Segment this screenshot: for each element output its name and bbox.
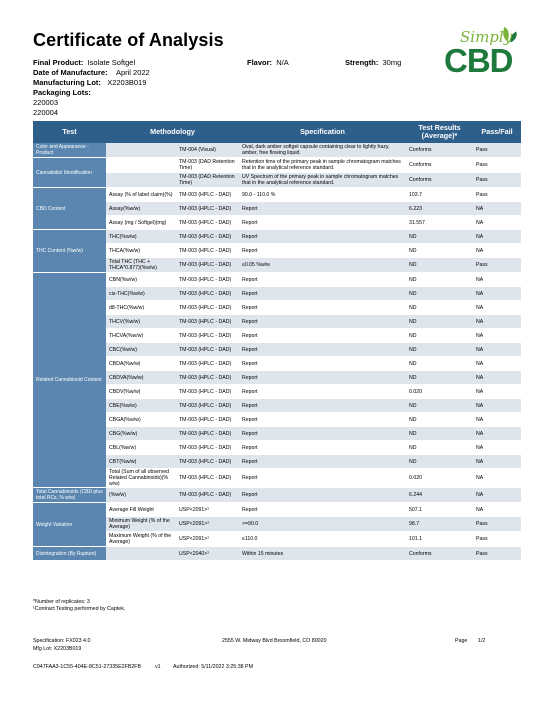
specification-cell: Report [239, 244, 406, 258]
result-cell: ND [406, 441, 473, 455]
logo-script: Simply [460, 28, 513, 46]
specification-cell: Report [239, 488, 406, 503]
mfg-lot-label: Manufacturing Lot: [33, 78, 101, 87]
packaging-label: Packaging Lots: [33, 88, 91, 97]
specification-cell: Report [239, 329, 406, 343]
table-row [33, 503, 521, 517]
sub-test-cell: THCA(%w/w) [106, 244, 176, 258]
pass-fail-cell: Pass [473, 173, 521, 188]
strength-label: Strength: [345, 58, 379, 67]
manufacture-label: Date of Manufacture: [33, 68, 108, 77]
methodology-cell: TM-003 (HPLC - DAD) [176, 258, 239, 273]
result-cell: ND [406, 427, 473, 441]
pass-fail-cell: NA [473, 469, 521, 488]
pass-fail-cell: Pass [473, 158, 521, 173]
methodology-cell: TM-003 (HPLC - DAD) [176, 273, 239, 287]
specification-cell: ≤110.0 [239, 532, 406, 547]
table-row [33, 427, 521, 441]
specification-cell: Report [239, 469, 406, 488]
specification-cell: Report [239, 357, 406, 371]
pass-fail-cell: Pass [473, 532, 521, 547]
methodology-cell: TM-003 (HPLC - DAD) [176, 399, 239, 413]
sub-test-cell: d8-THC(%w/w) [106, 301, 176, 315]
methodology-cell: TM-003 (HPLC - DAD) [176, 230, 239, 244]
table-row [33, 315, 521, 329]
specification-cell: Report [239, 343, 406, 357]
methodology-cell: TM-003 (HPLC - DAD) [176, 413, 239, 427]
result-cell: 0.020 [406, 469, 473, 488]
specification-cell: Report [239, 315, 406, 329]
table-row [33, 301, 521, 315]
result-cell: Conforms [406, 158, 473, 173]
specification-cell: Report [239, 441, 406, 455]
methodology-cell: USP<2091>¹ [176, 503, 239, 517]
specification-cell: Report [239, 385, 406, 399]
product-meta [33, 58, 150, 118]
pass-fail-cell: NA [473, 488, 521, 503]
col-methodology: Methodology [106, 121, 239, 143]
result-cell: Conforms [406, 173, 473, 188]
table-row [33, 202, 521, 216]
specification-cell: Report [239, 216, 406, 230]
table-row [33, 173, 521, 188]
pass-fail-cell: NA [473, 357, 521, 371]
sub-test-cell [106, 143, 176, 158]
specification-cell: ≤0.05 %w/w [239, 258, 406, 273]
test-category-cell: Total Cannabinoids (CBD plus total RCs, % w/w) [33, 488, 106, 503]
footer-spec: Specification: FX023 4.0 [33, 638, 91, 644]
methodology-cell: TM-003 (HPLC - DAD) [176, 216, 239, 230]
pass-fail-cell: NA [473, 371, 521, 385]
pass-fail-cell: Pass [473, 188, 521, 202]
footer-doc-id: C947FAA3-1C55-404E-8C51-27335E2FB2FB [33, 664, 142, 670]
sub-test-cell: CBL(%w/w) [106, 441, 176, 455]
result-cell: ND [406, 329, 473, 343]
methodology-cell: TM-003 (HPLC - DAD) [176, 244, 239, 258]
sub-test-cell: CBDVA(%w/w) [106, 371, 176, 385]
specification-cell: Report [239, 371, 406, 385]
sub-test-cell: Assay (% of label claim)(%) [106, 188, 176, 202]
methodology-cell: TM-003 (DAD Retention Time) [176, 158, 239, 173]
table-row [33, 455, 521, 469]
result-cell: ND [406, 258, 473, 273]
methodology-cell: USP<2040>¹ [176, 547, 239, 561]
specification-cell: Report [239, 399, 406, 413]
pass-fail-cell: NA [473, 202, 521, 216]
specification-cell: Report [239, 427, 406, 441]
methodology-cell: TM-003 (HPLC - DAD) [176, 385, 239, 399]
result-cell: 103.7 [406, 188, 473, 202]
table-row [33, 371, 521, 385]
specification-cell: Report [239, 230, 406, 244]
specification-cell: Report [239, 202, 406, 216]
table-row [33, 517, 521, 532]
sub-test-cell: CBGA(%w/w) [106, 413, 176, 427]
col-test-results: Test Results (Average)* [406, 121, 473, 143]
table-row [33, 188, 521, 202]
methodology-cell: TM-003 (HPLC - DAD) [176, 287, 239, 301]
pass-fail-cell: Pass [473, 517, 521, 532]
specification-cell: Report [239, 273, 406, 287]
sub-test-cell: CBG(%w/w) [106, 427, 176, 441]
methodology-cell: TM-003 (HPLC - DAD) [176, 329, 239, 343]
specification-cell: Report [239, 413, 406, 427]
result-cell: ND [406, 357, 473, 371]
result-cell: ND [406, 455, 473, 469]
footer-page: 1/2 [478, 638, 486, 644]
table-row [33, 143, 521, 158]
specification-cell: Retention time of the primary peak in sample chromatogram matches that in the analytical reference standard. [239, 158, 406, 173]
mfg-lot-value: X2203B019 [107, 78, 147, 87]
pass-fail-cell: NA [473, 385, 521, 399]
pass-fail-cell: NA [473, 427, 521, 441]
strength-value: 30mg [382, 58, 402, 67]
table-row [33, 469, 521, 488]
footer-address: 2555 W. Midway Blvd Broomfield, CO 80020 [222, 638, 327, 644]
specification-cell: Within 15 minutes [239, 547, 406, 561]
sub-test-cell: THCVA(%w/w) [106, 329, 176, 343]
sub-test-cell: CBDA(%w/w) [106, 357, 176, 371]
methodology-cell: TM-003 (HPLC - DAD) [176, 343, 239, 357]
methodology-cell: TM-003 (HPLC - DAD) [176, 427, 239, 441]
table-row [33, 329, 521, 343]
sub-test-cell: cis-THC(%w/w) [106, 287, 176, 301]
sub-test-cell: Average Fill Weight [106, 503, 176, 517]
col-test: Test [33, 121, 106, 143]
footer-page-label: Page [455, 638, 468, 644]
note-contract: ¹Contract Testing performed by Captek. [33, 606, 126, 612]
sub-test-cell: Total THC (THC + THCA*0.877)(%w/w) [106, 258, 176, 273]
methodology-cell: TM-003 (HPLC - DAD) [176, 488, 239, 503]
result-cell: ND [406, 399, 473, 413]
results-table [33, 121, 521, 561]
sub-test-cell: Minimum Weight (% of the Average) [106, 517, 176, 532]
flavor-meta [247, 58, 289, 68]
result-cell: ND [406, 287, 473, 301]
sub-test-cell [106, 547, 176, 561]
col-pass-fail: Pass/Fail [473, 121, 521, 143]
methodology-cell: TM-003 (HPLC - DAD) [176, 357, 239, 371]
pass-fail-cell: Pass [473, 258, 521, 273]
test-category-cell: THC Content (%w/w) [33, 230, 106, 273]
pass-fail-cell: NA [473, 413, 521, 427]
methodology-cell: TM-003 (HPLC - DAD) [176, 202, 239, 216]
methodology-cell: TM-003 (HPLC - DAD) [176, 315, 239, 329]
sub-test-cell: CBN(%w/w) [106, 273, 176, 287]
final-product-label: Final Product: [33, 58, 84, 67]
packaging-lot: 220004 [33, 108, 59, 117]
specification-cell: Report [239, 301, 406, 315]
table-row [33, 244, 521, 258]
footer-version: v1 [155, 664, 161, 670]
pass-fail-cell: NA [473, 287, 521, 301]
pass-fail-cell: NA [473, 230, 521, 244]
pass-fail-cell: Pass [473, 143, 521, 158]
methodology-cell: TM-003 (HPLC - DAD) [176, 441, 239, 455]
packaging-lot: 220003 [33, 98, 59, 107]
table-row [33, 441, 521, 455]
manufacture-value: April 2022 [115, 68, 150, 77]
pass-fail-cell: NA [473, 216, 521, 230]
logo-wordmark: CBD [444, 42, 513, 79]
sub-test-cell: CBC(%w/w) [106, 343, 176, 357]
pass-fail-cell: NA [473, 343, 521, 357]
sub-test-cell: Assay(%w/w) [106, 202, 176, 216]
result-cell: ND [406, 273, 473, 287]
result-cell: 31.557 [406, 216, 473, 230]
specification-cell: 90.0 - 110.0 % [239, 188, 406, 202]
strength-meta [345, 58, 401, 68]
pass-fail-cell: Pass [473, 547, 521, 561]
sub-test-cell: CBDV(%w/w) [106, 385, 176, 399]
pass-fail-cell: NA [473, 301, 521, 315]
result-cell: ND [406, 343, 473, 357]
pass-fail-cell: NA [473, 399, 521, 413]
pass-fail-cell: NA [473, 441, 521, 455]
table-row [33, 343, 521, 357]
table-row [33, 273, 521, 287]
result-cell: ND [406, 244, 473, 258]
result-cell: 98.7 [406, 517, 473, 532]
table-row [33, 357, 521, 371]
result-cell: 101.1 [406, 532, 473, 547]
page-title: Certificate of Analysis [33, 30, 224, 50]
specification-cell: Report [239, 287, 406, 301]
sub-test-cell: CBE(%w/w) [106, 399, 176, 413]
footer-mfg-lot: Mfg Lot: X2203B019 [33, 646, 82, 652]
methodology-cell: TM-003 (HPLC - DAD) [176, 469, 239, 488]
methodology-cell: TM-003 (HPLC - DAD) [176, 301, 239, 315]
methodology-cell: USP<2091>¹ [176, 532, 239, 547]
sub-test-cell: THCV(%w/w) [106, 315, 176, 329]
table-row [33, 385, 521, 399]
pass-fail-cell: NA [473, 329, 521, 343]
methodology-cell: USP<2091>¹ [176, 517, 239, 532]
result-cell: ND [406, 230, 473, 244]
test-category-cell: CBD Content [33, 188, 106, 230]
flavor-value: N/A [276, 58, 289, 67]
result-cell: 6.244 [406, 488, 473, 503]
specification-cell: Report [239, 455, 406, 469]
final-product-value: Isolate Softgel [87, 58, 136, 67]
result-cell: ND [406, 315, 473, 329]
methodology-cell: TM-003 (HPLC - DAD) [176, 371, 239, 385]
table-row [33, 258, 521, 273]
result-cell: 6.223 [406, 202, 473, 216]
table-row [33, 547, 521, 561]
notes [33, 599, 125, 613]
col-specification: Specification [239, 121, 406, 143]
result-cell: Conforms [406, 547, 473, 561]
table-row [33, 287, 521, 301]
test-category-cell: Cannabidiol Identification [33, 158, 106, 188]
sub-test-cell: CBT(%w/w) [106, 455, 176, 469]
test-category-cell: Related Cannabinoid Content [33, 273, 106, 488]
result-cell: ND [406, 301, 473, 315]
table-row [33, 488, 521, 503]
pass-fail-cell: NA [473, 273, 521, 287]
sub-test-cell: Maximum Weight (% of the Average) [106, 532, 176, 547]
specification-cell: >=90.0 [239, 517, 406, 532]
simply-cbd-logo [440, 28, 522, 88]
table-row [33, 399, 521, 413]
specification-cell: UV Spectrum of the primary peak in sample chromatogram matches that in the analytical reference standard. [239, 173, 406, 188]
pass-fail-cell: NA [473, 315, 521, 329]
test-category-cell: Disintegration (By Rupture) [33, 547, 106, 561]
result-cell: ND [406, 413, 473, 427]
table-row [33, 230, 521, 244]
result-cell: Conforms [406, 143, 473, 158]
pass-fail-cell: NA [473, 244, 521, 258]
specification-cell: Oval, dark amber softgel capsule containing clear to lightly hazy, amber, free flowing liquid. [239, 143, 406, 158]
methodology-cell: TM-003 (HPLC - DAD) [176, 188, 239, 202]
sub-test-cell: (%w/w) [106, 488, 176, 503]
footer-authorized: Authorized: 5/11/2022 3:25:38 PM [173, 664, 253, 670]
methodology-cell: TM-003 (HPLC - DAD) [176, 455, 239, 469]
test-category-cell: Weight Variation [33, 503, 106, 547]
sub-test-cell [106, 173, 176, 188]
table-row [33, 413, 521, 427]
methodology-cell: TM-004 (Visual) [176, 143, 239, 158]
note-replicates: *Number of replicates: 3 [33, 599, 90, 605]
table-row [33, 216, 521, 230]
sub-test-cell: THC(%w/w) [106, 230, 176, 244]
flavor-label: Flavor: [247, 58, 273, 67]
result-cell: ND [406, 371, 473, 385]
sub-test-cell [106, 158, 176, 173]
sub-test-cell: Total (Sum of all observed Related Cannabinoids)(% w/w) [106, 469, 176, 488]
pass-fail-cell: NA [473, 455, 521, 469]
test-category-cell: Color and Appearance - Product [33, 143, 106, 158]
specification-cell: Report [239, 503, 406, 517]
methodology-cell: TM-003 (DAD Retention Time) [176, 173, 239, 188]
table-row [33, 158, 521, 173]
result-cell: 0.020 [406, 385, 473, 399]
result-cell: 507.1 [406, 503, 473, 517]
pass-fail-cell: NA [473, 503, 521, 517]
sub-test-cell: Assay (mg / Softgel)(mg) [106, 216, 176, 230]
table-row [33, 532, 521, 547]
